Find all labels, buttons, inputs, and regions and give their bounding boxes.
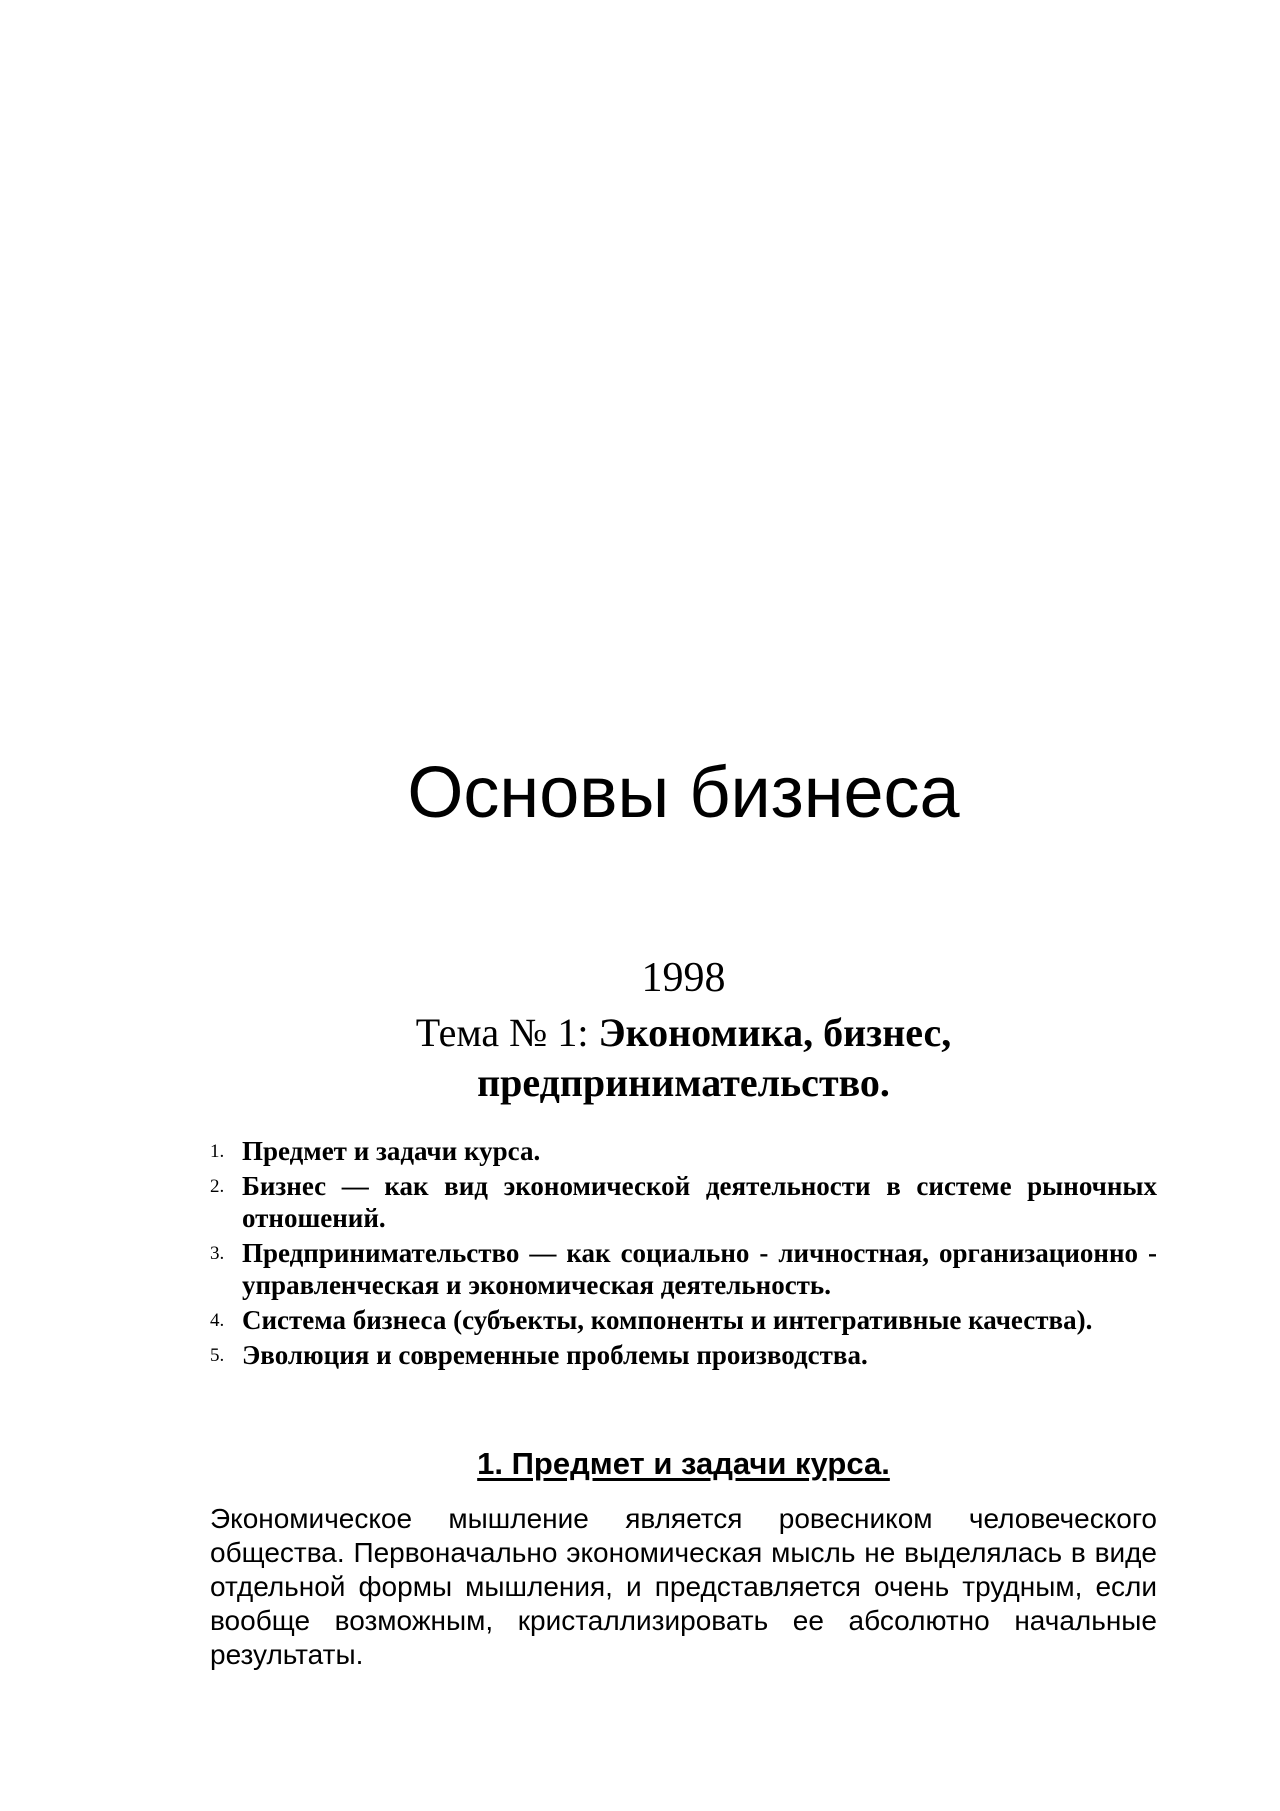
outline-item-number: 5.	[210, 1345, 225, 1366]
outline-item-number: 4.	[210, 1310, 225, 1331]
topic-name: Экономика, бизнес, предпринимательство.	[477, 1010, 952, 1105]
outline-item-number: 1.	[210, 1141, 225, 1162]
document-year: 1998	[641, 955, 726, 1001]
outline-item-number: 2.	[210, 1176, 225, 1197]
outline-item	[210, 1237, 1157, 1301]
outline-item-text: Эволюция и современные проблемы производства.	[242, 1340, 868, 1370]
body-paragraph: Экономическое мышление является ровесником человеческого общества. Первоначально экономическая мысль не выделялась в виде отдельной формы мышления, и представляется очень трудным, если вообще возможным, кристаллизировать ее абсолютно начальные результаты.	[210, 1503, 1157, 1670]
outline-item-text: Предмет и задачи курса.	[242, 1136, 541, 1166]
outline-item	[210, 1170, 1157, 1234]
outline-item	[210, 1339, 1157, 1371]
topic-label: Тема № 1:	[415, 1010, 599, 1055]
section-heading-text: 1. Предмет и задачи курса.	[477, 1446, 890, 1481]
topic-heading	[210, 1008, 1157, 1108]
section-heading	[210, 1444, 1157, 1484]
outline-item-text: Система бизнеса (субъекты, компоненты и интегративные качества).	[242, 1305, 1093, 1335]
outline-item	[210, 1135, 1157, 1167]
document-title	[0, 748, 1280, 838]
outline-item-number: 3.	[210, 1243, 225, 1264]
document-title-text: Основы бизнеса	[407, 753, 960, 833]
outline-item-text: Бизнес — как вид экономической деятельности в системе рыночных отношений.	[242, 1171, 1157, 1233]
topic-outline	[210, 1135, 1157, 1374]
outline-item	[210, 1304, 1157, 1336]
outline-item-text: Предпринимательство — как социально - личностная, организационно - управленческая и экономическая деятельность.	[242, 1238, 1157, 1300]
